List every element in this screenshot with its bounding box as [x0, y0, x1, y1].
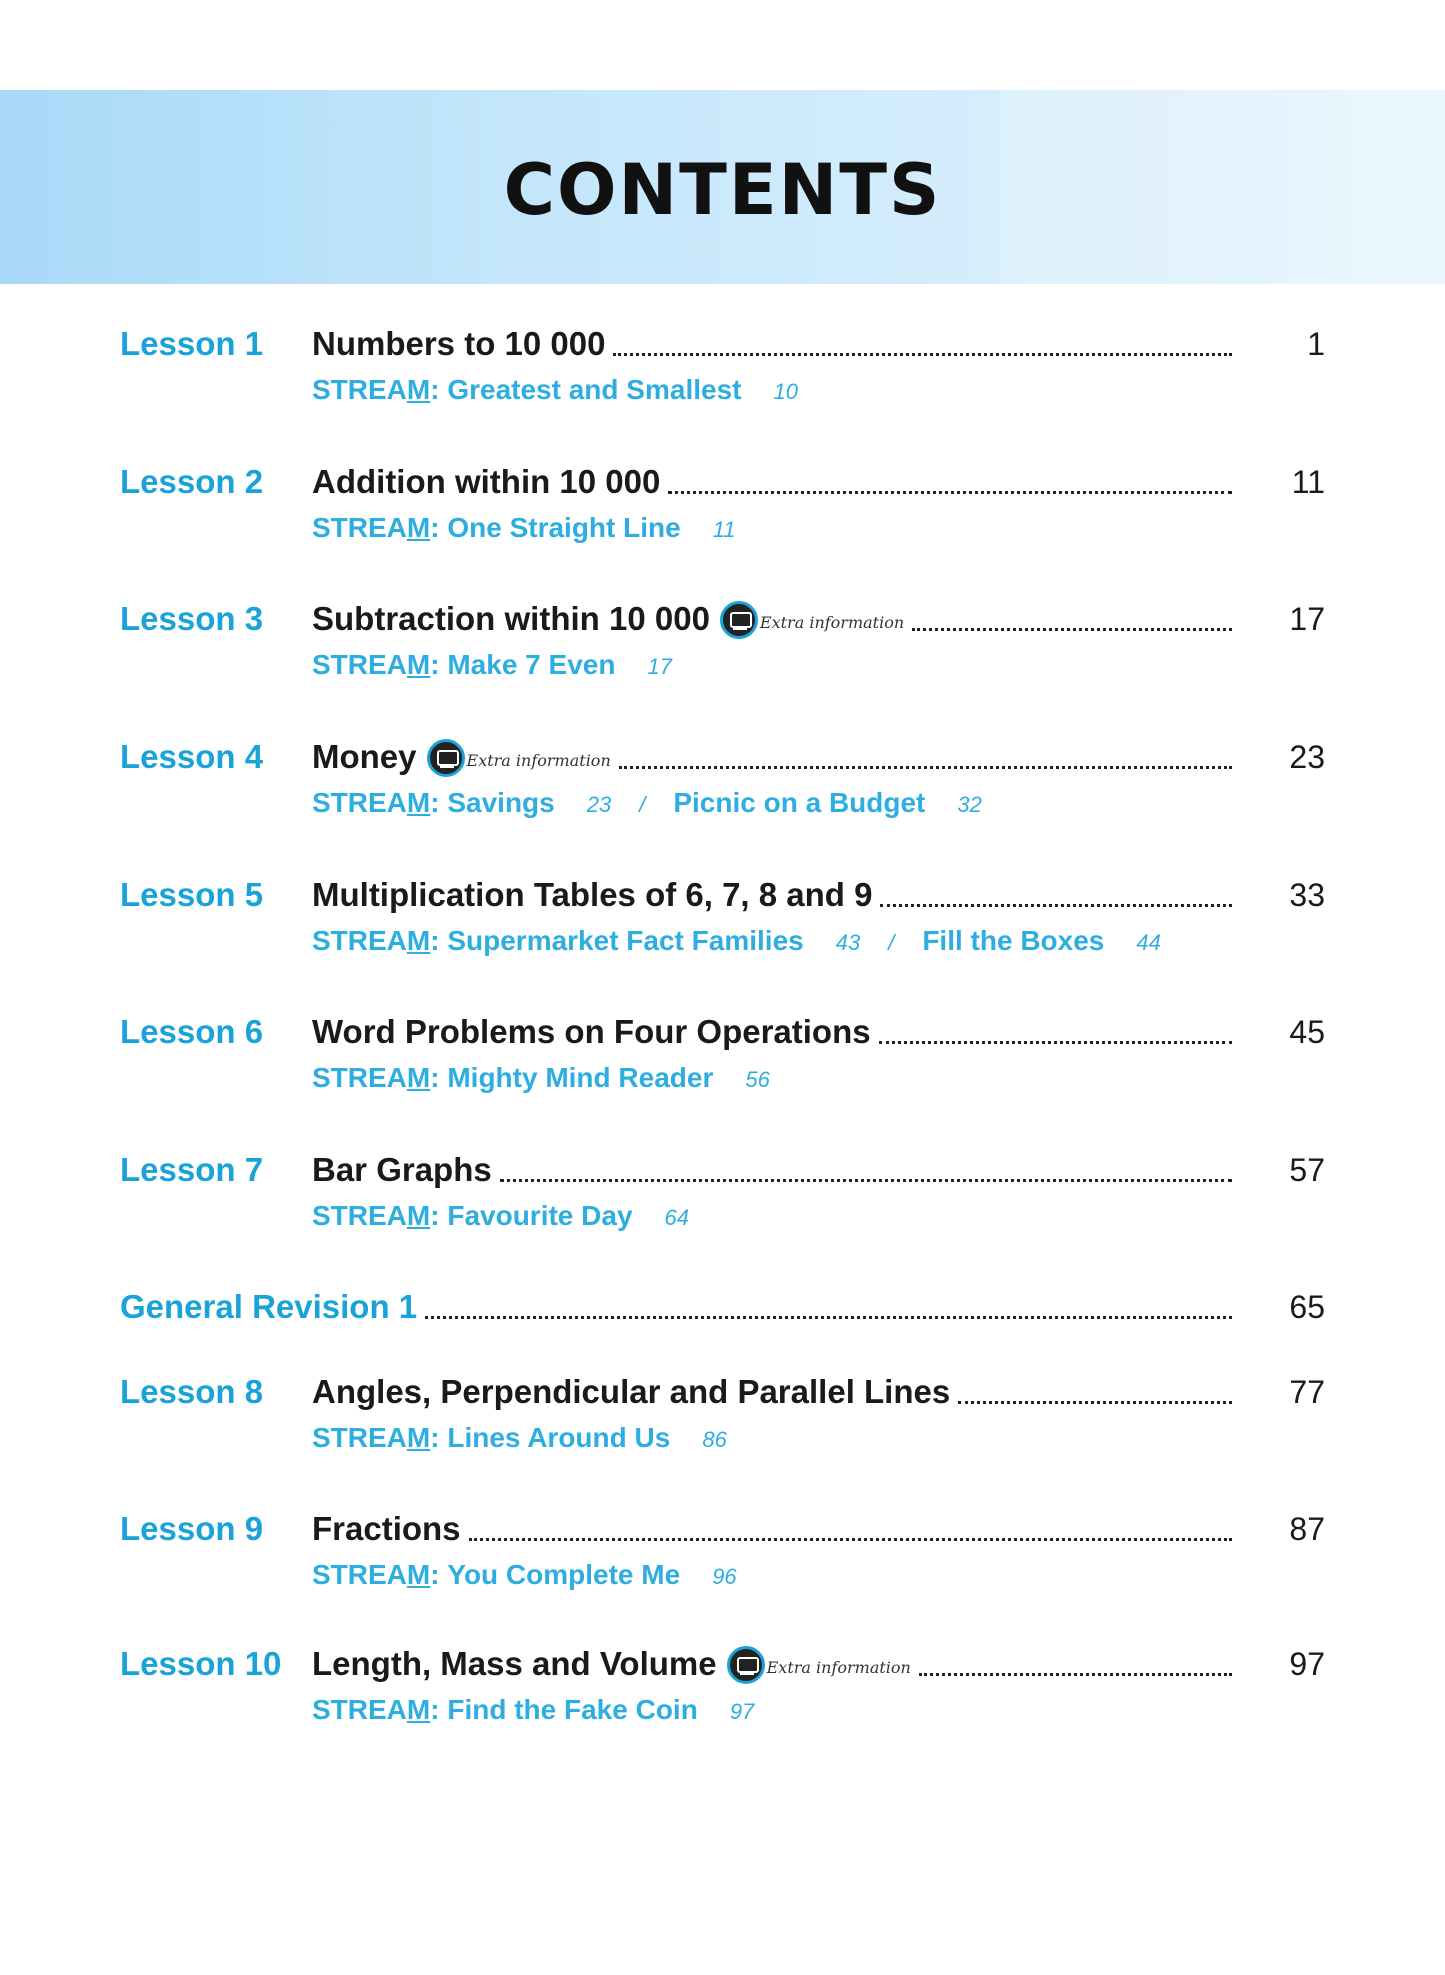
- stream-spacer: [440, 1200, 448, 1232]
- lesson-title-row: [312, 735, 1240, 779]
- dot-leader: [469, 1538, 1232, 1541]
- stream-page-number: 23: [586, 792, 612, 817]
- page-number: 45: [1289, 1014, 1325, 1050]
- page-number: 65: [1289, 1289, 1325, 1325]
- stream-page-number: 96: [712, 1564, 737, 1589]
- lesson-title[interactable]: Length, Mass and Volume: [312, 1645, 717, 1682]
- lesson-title[interactable]: Word Problems on Four Operations: [312, 1013, 871, 1050]
- stream-activity-title[interactable]: You Complete Me: [447, 1559, 681, 1590]
- stream-label-underlined: M: [406, 1559, 431, 1590]
- stream-page-number: 17: [647, 654, 672, 679]
- stream-page-number: 86: [702, 1427, 727, 1452]
- extra-information[interactable]: [427, 741, 611, 779]
- lesson-title[interactable]: Multiplication Tables of 6, 7, 8 and 9: [312, 876, 873, 913]
- stream-label-prefix: STREA: [312, 787, 407, 818]
- stream-spacer: [440, 787, 448, 819]
- lesson-label: Lesson 10: [120, 1645, 282, 1682]
- stream-activity-title[interactable]: Picnic on a Budget: [673, 787, 926, 818]
- stream-label: [312, 1200, 440, 1232]
- page-number: 77: [1289, 1374, 1325, 1410]
- stream-line: [312, 1062, 770, 1098]
- stream-label-underlined: M: [406, 1200, 431, 1231]
- lesson-title[interactable]: Money: [312, 738, 417, 775]
- lesson-label: Lesson 3: [120, 600, 264, 637]
- page-number: 33: [1289, 877, 1325, 913]
- extra-information-label: Extra information: [766, 1658, 911, 1677]
- stream-page-number: 44: [1136, 930, 1161, 955]
- toc-main-line: [0, 1642, 1445, 1686]
- page-number: 1: [1307, 326, 1325, 362]
- stream-activity-title[interactable]: Make 7 Even: [447, 649, 616, 680]
- lesson-label: Lesson 7: [120, 1151, 264, 1188]
- stream-page-number: 10: [773, 379, 798, 404]
- stream-line: [312, 1200, 689, 1236]
- stream-label-prefix: STREA: [312, 512, 407, 543]
- extra-information-icon: [720, 601, 758, 639]
- stream-label-prefix: STREA: [312, 1694, 407, 1725]
- stream-label-prefix: STREA: [312, 1200, 407, 1231]
- toc-main-line: [0, 460, 1445, 504]
- lesson-title[interactable]: Numbers to 10 000: [312, 325, 606, 362]
- stream-spacer: [440, 1559, 448, 1591]
- stream-spacer: [440, 649, 448, 681]
- stream-activity-title[interactable]: Savings: [447, 787, 555, 818]
- dot-leader: [619, 766, 1232, 769]
- extra-information-icon: [427, 739, 465, 777]
- stream-spacer: [440, 374, 448, 406]
- stream-spacer: [440, 1062, 448, 1094]
- toc-main-line: [0, 873, 1445, 917]
- stream-line: [312, 649, 672, 685]
- stream-label-underlined: M: [406, 925, 431, 956]
- dot-leader: [500, 1179, 1232, 1182]
- stream-label-underlined: M: [406, 512, 431, 543]
- dot-leader: [668, 491, 1232, 494]
- lesson-title-row: [312, 1010, 1240, 1054]
- stream-spacer: [440, 512, 448, 544]
- lesson-label: Lesson 9: [120, 1510, 264, 1547]
- stream-label-suffix: :: [430, 1694, 440, 1725]
- stream-label-underlined: M: [406, 1062, 431, 1093]
- dot-leader: [425, 1316, 1232, 1319]
- revision-title[interactable]: General Revision 1: [120, 1288, 418, 1325]
- lesson-title-row: [312, 1507, 1240, 1551]
- lesson-title[interactable]: Addition within 10 000: [312, 463, 661, 500]
- stream-label-prefix: STREA: [312, 649, 407, 680]
- lesson-title-row: [312, 460, 1240, 504]
- lesson-label: Lesson 5: [120, 876, 264, 913]
- stream-page-number: 97: [729, 1699, 755, 1724]
- stream-activity-title[interactable]: Greatest and Smallest: [447, 374, 742, 405]
- lesson-label: Lesson 6: [120, 1013, 264, 1050]
- stream-activity-title[interactable]: Find the Fake Coin: [447, 1694, 698, 1725]
- extra-information[interactable]: [720, 603, 904, 641]
- stream-line: [312, 925, 1161, 961]
- toc-main-line: [0, 1148, 1445, 1192]
- stream-label-suffix: :: [430, 1200, 440, 1231]
- stream-label-suffix: :: [430, 512, 440, 543]
- dot-leader: [958, 1401, 1232, 1404]
- extra-information-label: Extra information: [466, 751, 611, 770]
- dot-leader: [879, 1041, 1232, 1044]
- lesson-title-row: [120, 1285, 1240, 1329]
- stream-line: [312, 374, 798, 410]
- extra-information-label: Extra information: [759, 613, 905, 632]
- stream-label: [312, 925, 440, 957]
- lesson-title-row: [312, 597, 1240, 641]
- stream-label: [312, 512, 440, 544]
- stream-page-number: 11: [712, 517, 736, 542]
- page-number: 17: [1289, 601, 1325, 637]
- stream-label-underlined: M: [406, 649, 431, 680]
- stream-label: [312, 649, 440, 681]
- stream-line: [312, 512, 736, 548]
- dot-leader: [613, 353, 1232, 356]
- lesson-title[interactable]: Angles, Perpendicular and Parallel Lines: [312, 1373, 951, 1410]
- stream-label-suffix: :: [430, 1422, 440, 1453]
- toc-main-line: [0, 597, 1445, 641]
- stream-label-prefix: STREA: [312, 1422, 407, 1453]
- dot-leader: [912, 628, 1232, 631]
- stream-activity-title[interactable]: Mighty Mind Reader: [447, 1062, 714, 1093]
- stream-spacer: [440, 1422, 448, 1454]
- stream-label-underlined: M: [406, 374, 431, 405]
- extra-information[interactable]: [727, 1648, 911, 1686]
- stream-label-underlined: M: [406, 787, 431, 818]
- lesson-title[interactable]: Subtraction within 10 000: [312, 600, 710, 637]
- stream-page-number: 64: [664, 1205, 689, 1230]
- lesson-label: Lesson 2: [120, 463, 264, 500]
- stream-label-prefix: STREA: [312, 925, 407, 956]
- stream-line: [312, 787, 982, 823]
- stream-page-number: 43: [835, 930, 861, 955]
- stream-line: [312, 1694, 754, 1730]
- toc-main-line: [0, 1285, 1445, 1329]
- stream-activity-title[interactable]: Lines Around Us: [447, 1422, 671, 1453]
- lesson-label: Lesson 8: [120, 1373, 264, 1410]
- toc-main-line: [0, 1010, 1445, 1054]
- stream-page-number: 56: [745, 1067, 770, 1092]
- stream-spacer: [440, 1694, 448, 1726]
- stream-activity-title[interactable]: Favourite Day: [447, 1200, 633, 1231]
- toc-main-line: [0, 322, 1445, 366]
- lesson-title[interactable]: Bar Graphs: [312, 1151, 492, 1188]
- stream-label-suffix: :: [430, 787, 440, 818]
- page-number: 57: [1289, 1152, 1325, 1188]
- stream-label: [312, 1422, 440, 1454]
- stream-label-underlined: M: [406, 1422, 431, 1453]
- dot-leader: [919, 1673, 1232, 1676]
- lesson-title-row: [312, 1148, 1240, 1192]
- page-title: CONTENTS: [503, 149, 942, 231]
- stream-line: [312, 1422, 727, 1458]
- lesson-label: Lesson 4: [120, 738, 264, 775]
- stream-label-prefix: STREA: [312, 1559, 407, 1590]
- stream-label-underlined: M: [406, 1694, 431, 1725]
- lesson-title-row: [312, 322, 1240, 366]
- stream-activity-title[interactable]: Fill the Boxes: [922, 925, 1105, 956]
- stream-spacer: [440, 925, 448, 957]
- stream-label-prefix: STREA: [312, 374, 407, 405]
- stream-activity-title[interactable]: One Straight Line: [447, 512, 681, 543]
- stream-label-suffix: :: [430, 1062, 440, 1093]
- stream-label-suffix: :: [430, 374, 440, 405]
- stream-separator: /: [639, 792, 646, 817]
- toc-main-line: [0, 735, 1445, 779]
- toc-main-line: [0, 1370, 1445, 1414]
- dot-leader: [880, 904, 1232, 907]
- lesson-title[interactable]: Fractions: [312, 1510, 461, 1547]
- stream-label: [312, 1062, 440, 1094]
- page-number: 97: [1289, 1646, 1325, 1682]
- stream-label-suffix: :: [430, 1559, 440, 1590]
- stream-label: [312, 1559, 440, 1591]
- lesson-title-row: [312, 873, 1240, 917]
- lesson-title-row: [312, 1642, 1240, 1686]
- stream-activity-title[interactable]: Supermarket Fact Families: [447, 925, 804, 956]
- toc-main-line: [0, 1507, 1445, 1551]
- stream-label-prefix: STREA: [312, 1062, 407, 1093]
- page-number: 11: [1291, 464, 1325, 500]
- stream-line: [312, 1559, 737, 1595]
- page-number: 23: [1289, 739, 1325, 775]
- stream-label: [312, 374, 440, 406]
- lesson-title-row: [312, 1370, 1240, 1414]
- extra-information-icon: [727, 1646, 765, 1684]
- page-number: 87: [1289, 1511, 1325, 1547]
- stream-page-number: 32: [957, 792, 982, 817]
- lesson-label: Lesson 1: [120, 325, 264, 362]
- stream-label-suffix: :: [430, 649, 440, 680]
- stream-separator: /: [888, 930, 895, 955]
- stream-label-suffix: :: [430, 925, 440, 956]
- stream-label: [312, 787, 440, 819]
- stream-label: [312, 1694, 440, 1726]
